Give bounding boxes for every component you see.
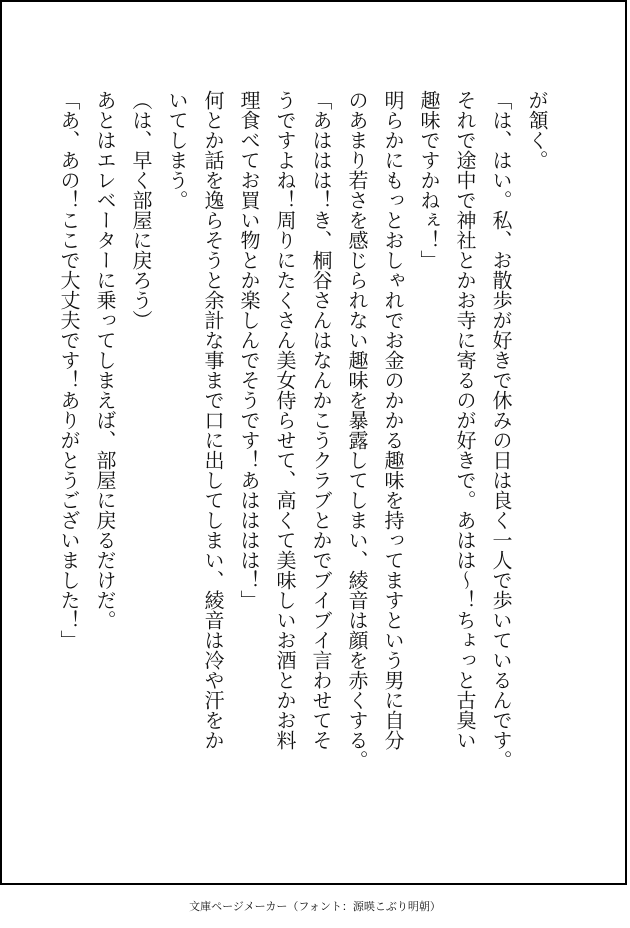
- text-line-3: それで途中で神社とかお寺に寄るのが好きで。あはは〜！ちょっと古臭い: [453, 90, 477, 750]
- text-line-12: （は、早く部屋に戻ろう）: [129, 90, 153, 330]
- text-line-14: 「あ、あの！ここで大丈夫です！ありがとうございました！」: [57, 90, 81, 650]
- text-line-9: 理食べてお買い物とか楽しんでそうです！あはははは！」: [237, 90, 261, 610]
- text-line-13: あとはエレベーターに乗ってしまえば、部屋に戻るだけだ。: [93, 90, 117, 630]
- vertical-text-block: [55, 90, 555, 770]
- footer-credit: 文庫ページメーカー（フォント：源暎こぶり明朝）: [189, 900, 441, 913]
- text-line-1: が頷く。: [525, 90, 549, 170]
- text-line-10: 何とか話を逸らそうと余計な事まで口に出してしまい、綾音は冷や汗をか: [201, 90, 225, 750]
- text-line-8: うですよね！周りにたくさん美女侍らせて、高くて美味しいお酒とかお料: [273, 90, 297, 750]
- text-line-6: のあまり若さを感じられない趣味を暴露してしまい、綾音は顔を赤くする。: [345, 90, 369, 770]
- text-line-11: いてしまう。: [165, 90, 189, 210]
- text-line-5: 明らかにもっとおしゃれでお金のかかる趣味を持ってますという男に自分: [381, 90, 405, 750]
- text-line-4: 趣味ですかねぇ！」: [417, 90, 441, 270]
- text-line-7: 「あははは！き、桐谷さんはなんかこうクラブとかでブイブイ言わせてそ: [309, 90, 333, 750]
- text-line-2: 「は、はい。私、お散歩が好きで休みの日は良く一人で歩いているんです。: [489, 90, 513, 770]
